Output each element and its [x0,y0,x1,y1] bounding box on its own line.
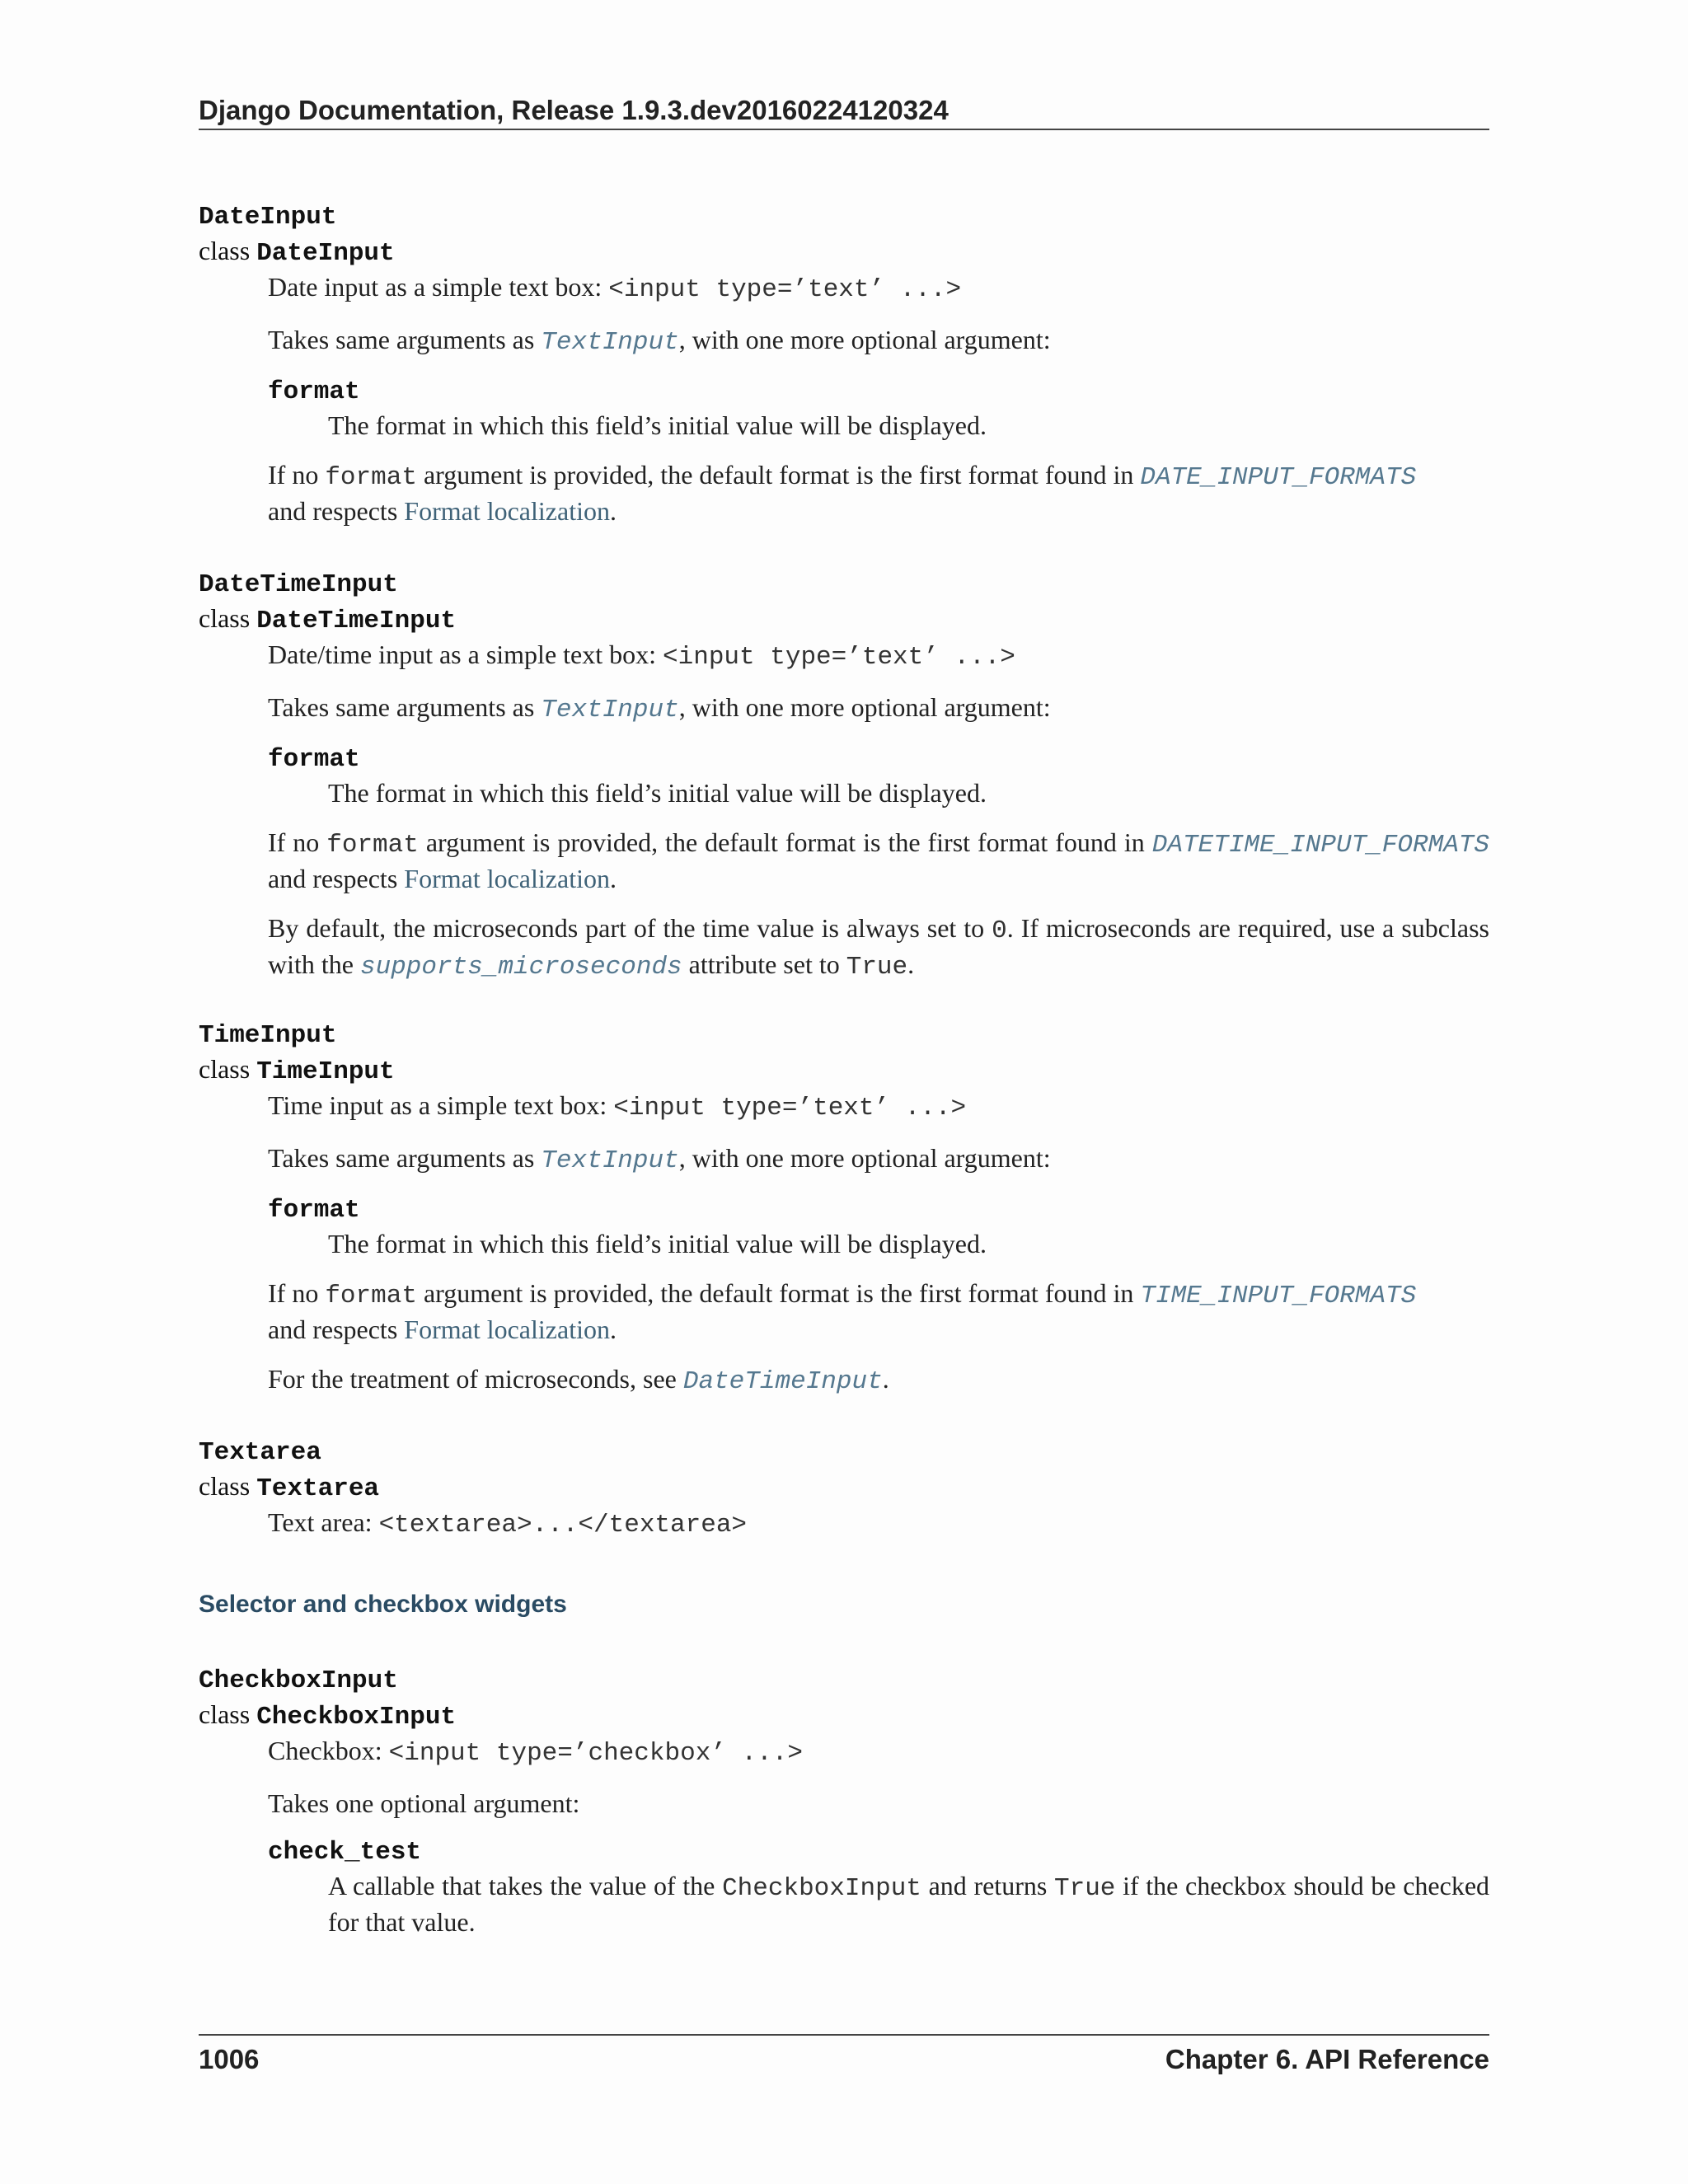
dateinput-class-signature: class DateInput [199,236,395,268]
textarea-section [199,1436,1489,1558]
textinput-link[interactable]: TextInput [541,696,679,724]
checkboxinput-body: Checkbox: <input type=’checkbox’ ...> Takes one optional argument: check_test A callable that takes the value of the CheckboxInput and returns True if the checkbox should be checked for that value. [268,1736,1490,1937]
format-option-name: format [268,1196,360,1225]
format-option-desc: The format in which this field’s initial value will be displayed. [328,410,987,440]
format-localization-link[interactable]: Format localization [404,864,610,893]
timeinput-body: Time input as a simple text box: <input type=’text’ ...> Takes same arguments as TextInput, with one more optional argument: format The format in which this field’s initial value will be displayed. If no format argument is provided, the default format is the first format found in TIME_INPUT_FORMATS and respects Format localization. For the treatment of microseconds, see DateTimeInput. [268,1089,1489,1399]
dateinput-section [199,201,1489,544]
timeinput-name: TimeInput [199,1021,337,1050]
datetimeinput-section [199,569,1489,1001]
page-header: Django Documentation, Release 1.9.3.dev20160224120324 [199,92,1489,130]
format-localization-link[interactable]: Format localization [404,1315,610,1344]
check-test-option-name: check_test [268,1838,422,1867]
datetimeinput-class-signature: class DateTimeInput [199,603,457,635]
format-option-name: format [268,745,360,774]
format-option-desc: The format in which this field’s initial value will be displayed. [328,1229,987,1258]
format-localization-link[interactable]: Format localization [404,496,610,526]
format-option-desc: The format in which this field’s initial value will be displayed. [328,778,987,808]
check-test-option-desc: A callable that takes the value of the CheckboxInput and returns True if the checkbox should be checked for that value. [328,1871,1490,1937]
format-option-name: format [268,377,360,406]
textinput-link[interactable]: TextInput [541,1146,679,1175]
page-number: 1006 [199,2044,260,2074]
chapter-title: Chapter 6. API Reference [1165,2044,1489,2074]
textarea-name: Textarea [199,1438,321,1467]
supports-microseconds-link[interactable]: supports_microseconds [359,953,682,982]
timeinput-class-signature: class TimeInput [199,1054,395,1086]
textinput-link[interactable]: TextInput [541,328,679,357]
datetimeinput-name: DateTimeInput [199,570,398,599]
textarea-body: Text area: <textarea>...</textarea> [268,1507,748,1540]
textarea-class-signature: class Textarea [199,1471,380,1503]
datetimeinput-link[interactable]: DateTimeInput [682,1367,883,1396]
date-input-formats-link[interactable]: DATE_INPUT_FORMATS [1140,463,1417,492]
page-footer [199,2034,1489,2077]
datetimeinput-body: Date/time input as a simple text box: <input type=’text’ ...> Takes same arguments as TextInput, with one more optional argument: format The format in which this field’s initial value will be displayed. If no format argument is provided, the default format is the first format found in DATETIME_INPUT_FORMATS and respects Format localization. By default, the microseconds part of the time value is always set to 0. If microseconds are required, use a subclass with the supports_microseconds attribute set to True. [268,640,1490,982]
time-input-formats-link[interactable]: TIME_INPUT_FORMATS [1140,1282,1417,1310]
dateinput-name: DateInput [199,203,337,232]
datetime-input-formats-link[interactable]: DATETIME_INPUT_FORMATS [1151,831,1490,860]
selector-checkbox-heading: Selector and checkbox widgets [199,1591,567,1618]
timeinput-section [199,1019,1489,1415]
dateinput-body: Date input as a simple text box: <input type=’text’ ...> Takes same arguments as TextInput, with one more optional argument: format The format in which this field’s initial value will be displayed. If no format argument is provided, the default format is the first format found in DATE_INPUT_FORMATS and respects Format localization. [268,270,1489,527]
checkboxinput-name: CheckboxInput [199,1666,398,1695]
checkboxinput-class-signature: class CheckboxInput [199,1699,457,1732]
checkboxinput-section [199,1665,1489,1955]
